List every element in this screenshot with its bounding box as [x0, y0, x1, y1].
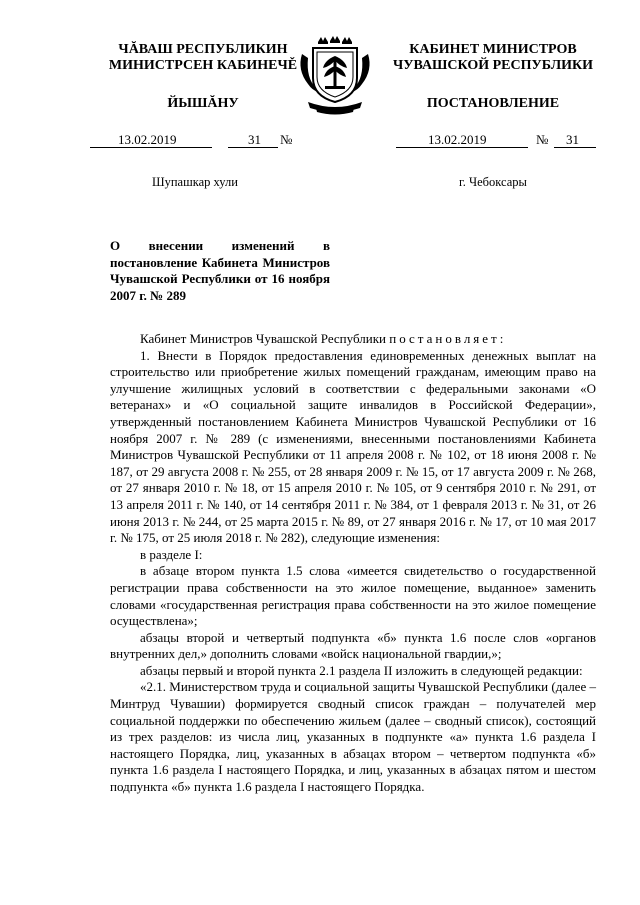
body-paragraph: в абзаце втором пункта 1.5 слова «имеется свидетельство о государственной регистрации права собственности на это жилое помещение, выданное» заменить словами «государственная регистрация права собственности на это жилое помещение осуществлена»; [110, 563, 596, 629]
dateline-left [90, 132, 320, 150]
body-paragraph: в разделе I: [140, 546, 203, 562]
body-paragraph: «2.1. Министерством труда и социальной защиты Чувашской Республики (далее – Минтруд Чувашии) формируется сводный список граждан – получателей мер социальной поддержки по обеспечению жильем (далее – сводный список), состоящий из трех разделов: из числа лиц, указанных в подпункте «а» пункта 1.6 раздела I настоящего Порядка, лиц, указанных в абзацах втором – четвертом подпункта «б» пункта 1.6 раздела I настоящего Порядка, и лиц, указанных в абзацах пятом и шестом подпункта «б» пункта 1.6 раздела I настоящего Порядка. [110, 679, 596, 795]
body-intro-verb: постановляет: [389, 331, 507, 346]
header-left-doctype: ЙЫШĂНУ [167, 96, 239, 111]
dateline-left-number: 31 [248, 132, 261, 147]
body-intro [110, 331, 596, 348]
city-right: г. Чебоксары [459, 175, 527, 189]
coat-of-arms-emblem [296, 36, 374, 116]
document-title: О внесении изменений в постановление Кабинета Министров Чувашской Республики от 16 ноября 2007 г. № 289 [110, 238, 330, 303]
header-right-line1: КАБИНЕТ МИНИСТРОВ [409, 42, 577, 57]
dateline-left-no-sign: № [280, 132, 293, 147]
header-right [378, 42, 608, 112]
header-right-line2: ЧУВАШСКОЙ РЕСПУБЛИКИ [392, 58, 594, 73]
dateline-right-date: 13.02.2019 [428, 132, 487, 147]
dateline-right [396, 132, 606, 150]
header-right-doctype: ПОСТАНОВЛЕНИЕ [426, 96, 560, 111]
header-left [98, 42, 308, 112]
city-left: Шупашкар хули [152, 175, 238, 189]
dateline-right-no-sign: № [536, 132, 549, 147]
document-body [110, 331, 596, 796]
dateline-left-date: 13.02.2019 [118, 132, 177, 147]
dateline-right-number: 31 [566, 132, 579, 147]
body-paragraph: 1. Внести в Порядок предоставления единовременных денежных выплат на строительство или приобретение жилых помещений гражданам, имеющим право на улучшение жилищных условий в соответствии с федеральными законами «О ветеранах» и «О социальной защите инвалидов в Российской Федерации», утвержденный постановлением Кабинета Министров Чувашской Республики от 16 ноября 2007 г. № 289 (с изменениями, внесенными постановлениями Кабинета Министров Чувашской Республики от 11 апреля 2008 г. № 102, от 18 июня 2008 г. № 187, от 29 августа 2008 г. № 255, от 28 января 2009 г. № 15, от 17 августа 2009 г. № 268, от 27 января 2010 г. № 18, от 15 апреля 2010 г. № 105, от 9 сентября 2010 г. № 291, от 13 апреля 2011 г. № 140, от 14 сентября 2011 г. № 384, от 1 февраля 2013 г. № 31, от 26 июня 2013 г. № 244, от 25 марта 2015 г. № 89, от 27 января 2016 г. № 17, от 10 мая 2017 г. № 175, от 25 июля 2018 г. № 282), следующие изменения: [110, 347, 596, 546]
header-left-line1: ЧĂВАШ РЕСПУБЛИКИН [118, 42, 288, 57]
body-intro-prefix: Кабинет Министров Чувашской Республики [140, 331, 386, 346]
body-paragraph: абзацы второй и четвертый подпункта «б» пункта 1.6 после слов «органов внутренних дел,» дополнить словами «войск национальной гвардии,»; [110, 629, 596, 662]
body-paragraph: абзацы первый и второй пункта 2.1 раздела II изложить в следующей редакции: [140, 662, 583, 678]
header-left-line2: МИНИСТРСЕН КАБИНЕЧĚ [108, 58, 298, 73]
emblem-icon [296, 36, 374, 116]
